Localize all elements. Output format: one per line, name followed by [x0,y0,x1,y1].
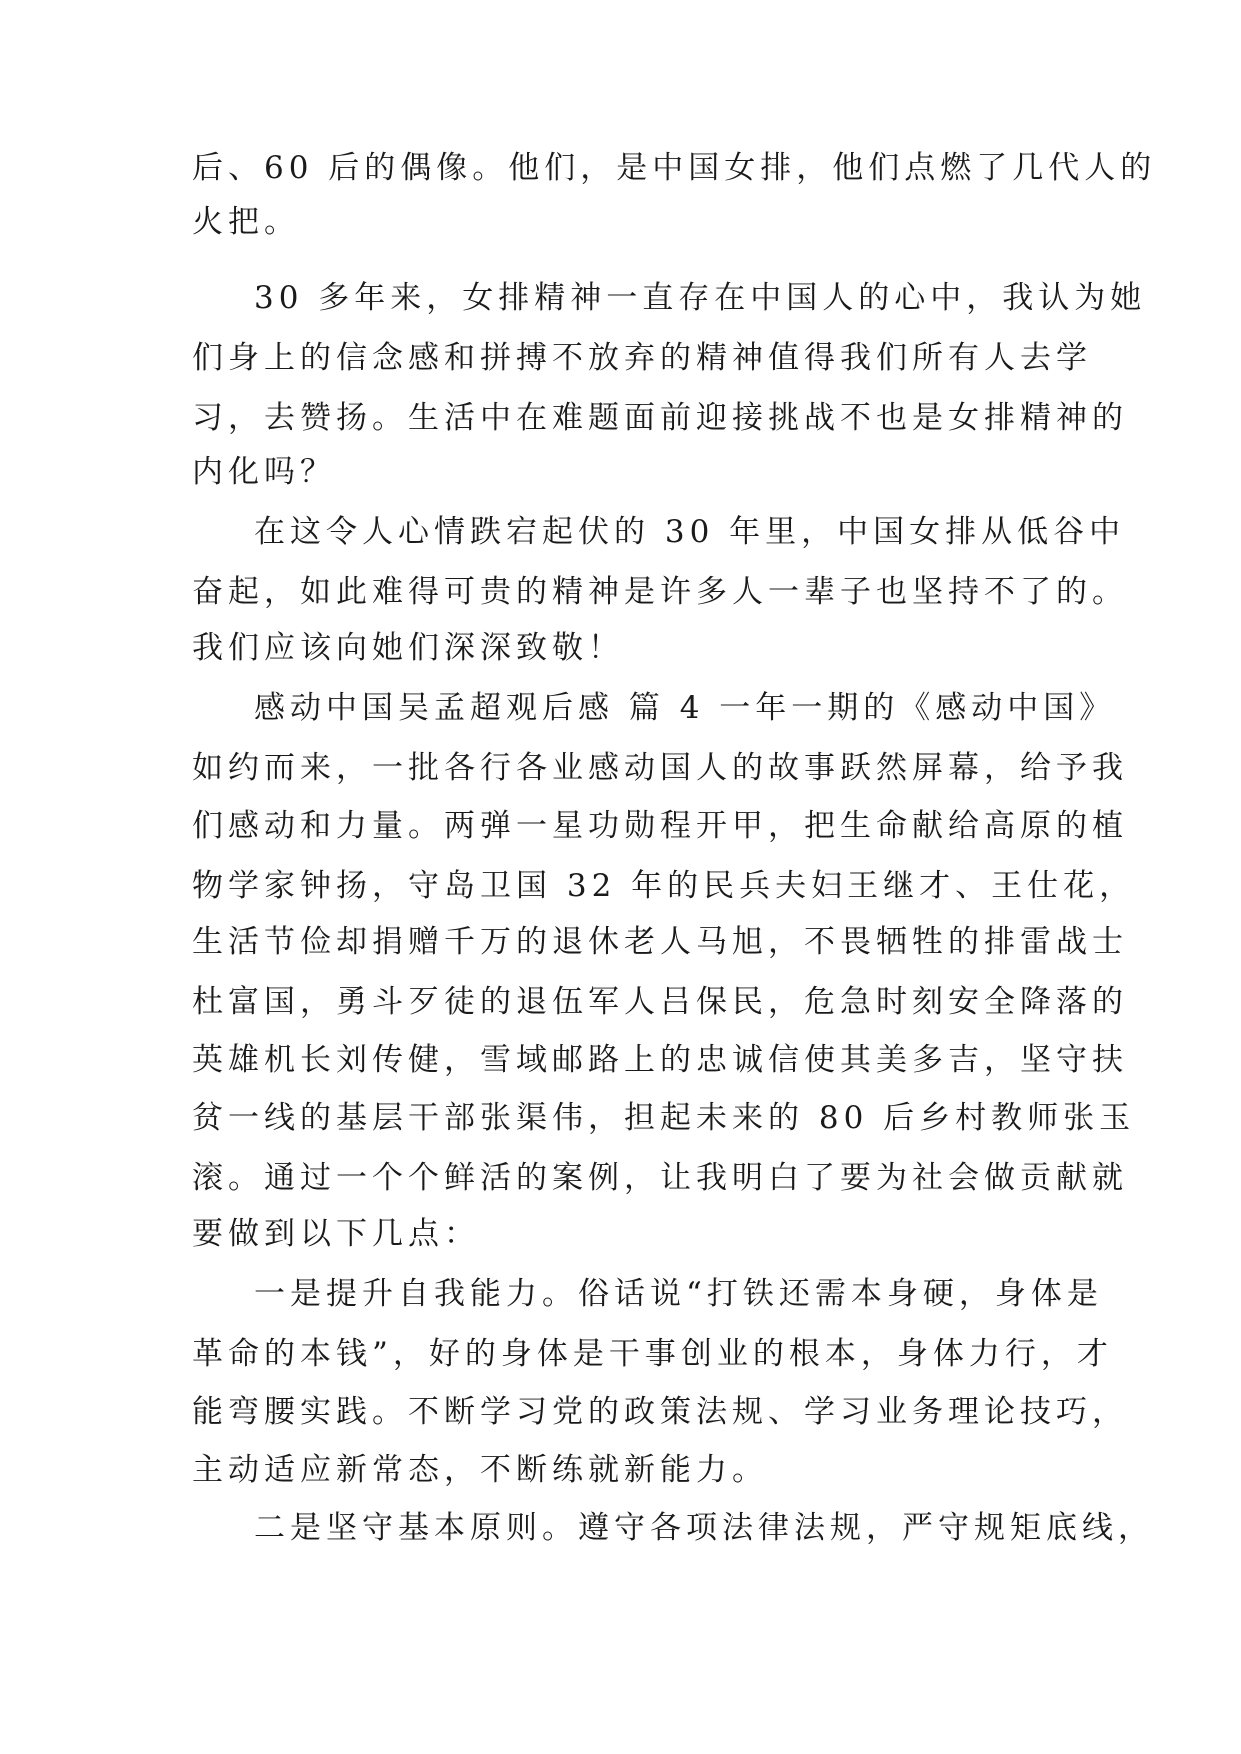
text-line: 英雄机长刘传健，雪域邮路上的忠诚信使其美多吉，坚守扶 [192,1042,1128,1078]
text-line: 主动适应新常态，不断练就新能力。 [192,1452,768,1488]
text-line: 要做到以下几点： [192,1216,480,1252]
text-line: 杜富国，勇斗歹徒的退伍军人吕保民，危急时刻安全降落的 [192,984,1128,1020]
text-line: 如约而来，一批各行各业感动国人的故事跃然屏幕，给予我 [192,750,1128,786]
text-line: 生活节俭却捐赠千万的退休老人马旭，不畏牺牲的排雷战士 [192,924,1128,960]
text-line: 滚。通过一个个鲜活的案例，让我明白了要为社会做贡献就 [192,1160,1128,1196]
text-line: 内化吗？ [192,454,336,490]
text-line: 习，去赞扬。生活中在难题面前迎接挑战不也是女排精神的 [192,400,1128,436]
text-line: 革命的本钱”，好的身体是干事创业的根本，身体力行，才 [192,1336,1113,1372]
text-line: 物学家钟扬，守岛卫国 32 年的民兵夫妇王继才、王仕花， [192,868,1136,904]
text-line: 火把。 [192,204,300,240]
section-heading-line: 感动中国吴孟超观后感 篇 4 一年一期的《感动中国》 [254,690,1116,726]
text-line: 我们应该向她们深深致敬！ [192,630,624,666]
text-line: 能弯腰实践。不断学习党的政策法规、学习业务理论技巧， [192,1394,1128,1430]
text-line: 们身上的信念感和拼搏不放弃的精神值得我们所有人去学 [192,340,1092,376]
paragraph-first-line: 30 多年来，女排精神一直存在中国人的心中，我认为她 [254,280,1147,316]
paragraph-first-line: 二是坚守基本原则。遵守各项法律法规，严守规矩底线， [254,1510,1154,1546]
text-line: 贫一线的基层干部张渠伟，担起未来的 80 后乡村教师张玉 [192,1100,1136,1136]
text-line: 奋起，如此难得可贵的精神是许多人一辈子也坚持不了的。 [192,574,1128,610]
paragraph-first-line: 一是提升自我能力。俗话说“打铁还需本身硬，身体是 [254,1276,1103,1312]
paragraph-first-line: 在这令人心情跌宕起伏的 30 年里，中国女排从低谷中 [254,514,1126,550]
text-line: 后、60 后的偶像。他们，是中国女排，他们点燃了几代人的 [192,150,1157,186]
text-line: 们感动和力量。两弹一星功勋程开甲，把生命献给高原的植 [192,808,1128,844]
